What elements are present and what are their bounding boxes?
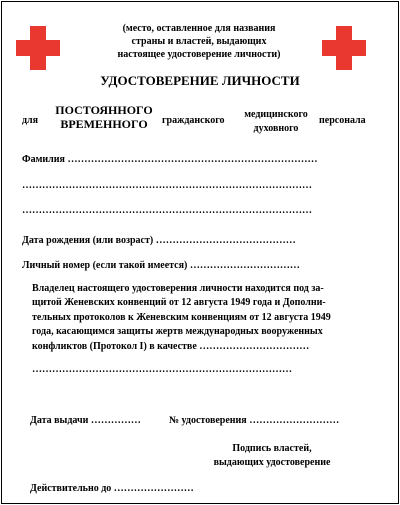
category-status: [50, 103, 158, 131]
issue-date-field: Дата выдачи ……………: [30, 415, 141, 426]
statement-line: Владелец настоящего удостоверения личности находится под за-: [32, 283, 324, 294]
statement-line: щитой Женевских конвенций от 12 августа 1949 года и Дополни-: [32, 297, 326, 309]
signature-block: [192, 442, 352, 470]
surname-field: Фамилия …………………………………………………………………: [22, 154, 318, 165]
statement-continuation: ……………………………………………………………………: [32, 364, 292, 375]
valid-until-field: Действительно до ……………………: [30, 483, 194, 494]
category-medical-line: медицинского: [244, 109, 308, 120]
red-cross-icon: [16, 26, 60, 70]
authority-note-line: (место, оставленное для названия: [122, 23, 276, 34]
statement-line: конфликтов (Протокол I) в качестве ……………………………: [32, 340, 310, 352]
category-personnel: персонала: [319, 115, 366, 126]
identity-card: [1, 1, 399, 504]
blank-line: ……………………………………………………………………………: [22, 180, 312, 191]
category-medical: [236, 108, 316, 136]
authority-note-line: настоящее удостоверение личности): [117, 49, 281, 60]
category-civilian: гражданского: [162, 115, 225, 126]
category-medical-line: духовного: [253, 123, 299, 134]
category-permanent: ПОСТОЯННОГО: [55, 103, 153, 117]
red-cross-icon: [322, 26, 366, 70]
signature-line: выдающих удостоверение: [213, 457, 331, 468]
category-for: для: [22, 115, 39, 126]
category-temporary: ВРЕМЕННОГО: [60, 117, 148, 131]
certificate-number-field: № удостоверения ………………………: [169, 415, 340, 426]
statement-line: тельных протоколов к Женевским конвенциям от 12 августа 1949: [32, 311, 331, 323]
protection-statement: [32, 282, 382, 354]
document-title: УДОСТОВЕРЕНИЕ ЛИЧНОСТИ: [100, 73, 300, 88]
authority-note-line: страны и властей, выдающих: [131, 36, 267, 47]
personal-number-field: Личный номер (если такой имеется) ……………………………: [22, 260, 300, 271]
authority-note: [92, 22, 306, 61]
signature-line: Подпись властей,: [232, 443, 312, 454]
statement-line: года, касающимся защиты жертв международных вооруженных: [32, 326, 323, 338]
birth-date-field: Дата рождения (или возраст) ……………………………………: [22, 235, 296, 246]
blank-line: ……………………………………………………………………………: [22, 205, 312, 216]
